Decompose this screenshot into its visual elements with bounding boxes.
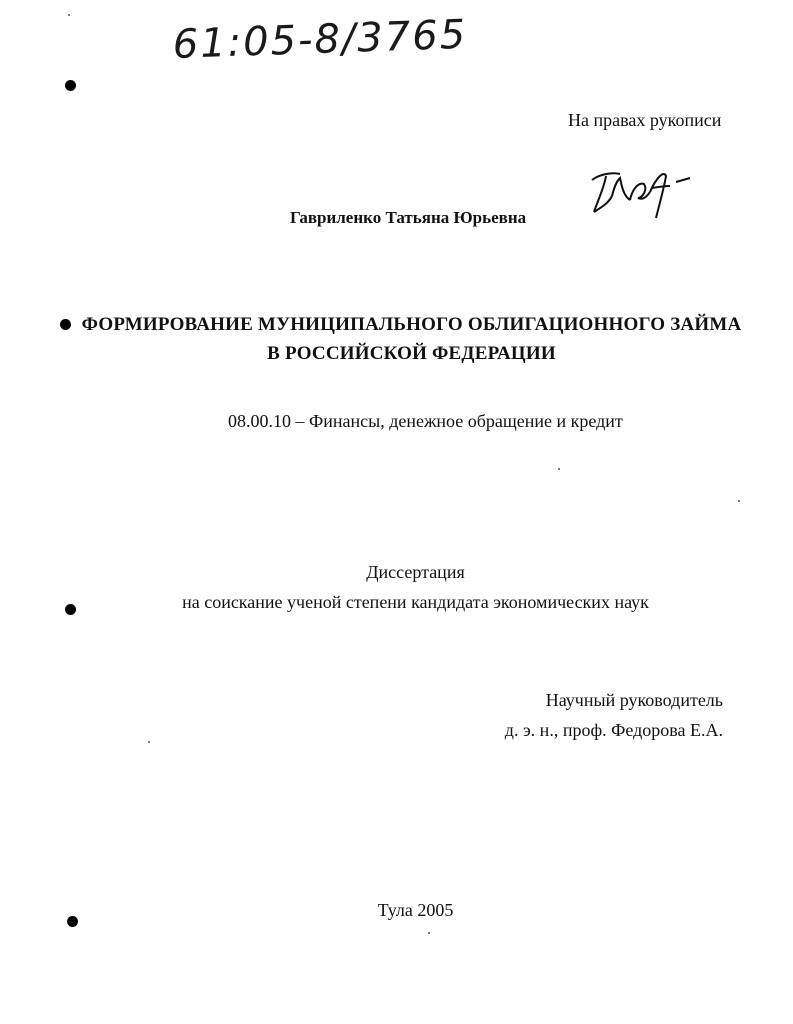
scan-speck [558,468,560,470]
supervisor-role: Научный руководитель [545,690,723,710]
rights-note: На правах рукописи [568,110,722,130]
binder-hole-top [65,80,76,91]
scan-speck [68,14,70,16]
dissertation-title-line-2: В РОССИЙСКОЙ ФЕДЕРАЦИИ [267,343,556,364]
city-year: Тула 2005 [377,900,454,920]
author-name: Гавриленко Татьяна Юрьевна [290,208,527,227]
degree-statement: на соискание ученой степени кандидата экономических наук [182,592,649,612]
scan-speck [738,500,740,502]
specialty-code: 08.00.10 – Финансы, денежное обращение и кредит [228,411,623,431]
scan-speck [428,932,430,934]
dissertation-type: Диссертация [366,562,465,582]
scan-speck [148,741,150,743]
author-signature [586,160,696,222]
dissertation-title-line-1: ФОРМИРОВАНИЕ МУНИЦИПАЛЬНОГО ОБЛИГАЦИОННОГО ЗАЙМА [81,314,742,335]
archive-code: 61:05-8/3765 [172,11,468,68]
supervisor-name: д. э. н., проф. Федорова Е.А. [504,720,723,740]
